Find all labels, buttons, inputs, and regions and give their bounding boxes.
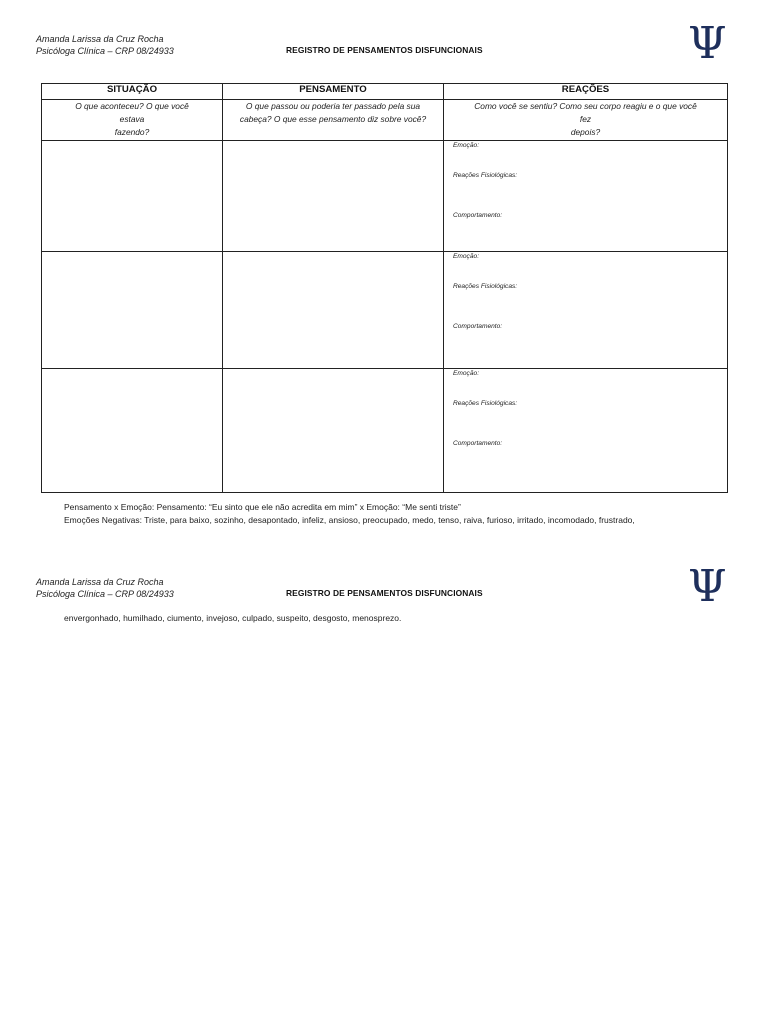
author-block xyxy=(36,576,174,600)
negative-emotions-list: Emoções Negativas: Triste, para baixo, sozinho, desapontado, infeliz, ansioso, preocupado, medo, tenso, raiva, furioso, irritado, incomodado, frustrado, xyxy=(64,515,635,525)
hint-line: O que passou ou poderia ter passado pela sua xyxy=(245,101,421,111)
negative-emotions-continuation: envergonhado, humilhado, ciumento, invejoso, culpado, suspeito, desgosto, menosprezo. xyxy=(64,613,402,623)
reacoes-fisiologicas-label: Reações Fisiológicas: xyxy=(453,283,518,290)
hint-line: O que aconteceu? O que você xyxy=(75,101,189,111)
hint-line: Como você se sentiu? Como seu corpo reagiu e o que você xyxy=(474,101,697,111)
pensamento-entry-cell[interactable] xyxy=(223,252,444,369)
document-title: REGISTRO DE PENSAMENTOS DISFUNCIONAIS xyxy=(286,588,483,598)
situacao-entry-cell[interactable] xyxy=(42,141,223,252)
column-header-reacoes: REAÇÕES xyxy=(444,84,728,100)
table-hint-row xyxy=(42,100,728,141)
pensamento-entry-cell[interactable] xyxy=(223,369,444,493)
author-role: Psicóloga Clínica – CRP 08/24933 xyxy=(36,46,174,56)
psi-logo-icon: Ψ xyxy=(688,18,727,69)
table-row xyxy=(42,141,728,252)
table-header-row xyxy=(42,84,728,100)
pensamento-entry-cell[interactable] xyxy=(223,141,444,252)
hint-line: fazendo? xyxy=(114,127,150,137)
situacao-entry-cell[interactable] xyxy=(42,369,223,493)
hint-pensamento xyxy=(223,100,444,141)
table-row xyxy=(42,369,728,493)
emocao-label: Emoção: xyxy=(453,370,480,377)
table-row xyxy=(42,252,728,369)
column-header-situacao: SITUAÇÃO xyxy=(42,84,223,100)
page-header xyxy=(0,18,768,82)
emocao-label: Emoção: xyxy=(453,142,480,149)
reacoes-fisiologicas-label: Reações Fisiológicas: xyxy=(453,172,518,179)
document-title: REGISTRO DE PENSAMENTOS DISFUNCIONAIS xyxy=(286,45,483,55)
author-block xyxy=(36,33,174,57)
hint-line: cabeça? O que esse pensamento diz sobre você? xyxy=(239,114,427,124)
hint-situacao xyxy=(42,100,223,141)
thought-emotion-example: Pensamento x Emoção: Pensamento: “Eu sinto que ele não acredita em mim” x Emoção: “Me senti triste” xyxy=(64,502,461,512)
thought-record-table xyxy=(41,83,728,493)
comportamento-label: Comportamento: xyxy=(453,440,503,447)
author-name: Amanda Larissa da Cruz Rocha xyxy=(36,577,164,587)
notes-block xyxy=(64,501,635,527)
reacoes-fisiologicas-label: Reações Fisiológicas: xyxy=(453,400,518,407)
psi-logo-icon: Ψ xyxy=(688,561,727,612)
author-name: Amanda Larissa da Cruz Rocha xyxy=(36,34,164,44)
hint-reacoes xyxy=(444,100,728,141)
hint-line: fez xyxy=(579,114,592,124)
reacoes-entry-cell[interactable] xyxy=(444,252,728,369)
emocao-label: Emoção: xyxy=(453,253,480,260)
author-role: Psicóloga Clínica – CRP 08/24933 xyxy=(36,589,174,599)
hint-line: estava xyxy=(119,114,145,124)
comportamento-label: Comportamento: xyxy=(453,323,503,330)
situacao-entry-cell[interactable] xyxy=(42,252,223,369)
hint-line: depois? xyxy=(570,127,601,137)
reacoes-entry-cell[interactable] xyxy=(444,369,728,493)
column-header-pensamento: PENSAMENTO xyxy=(223,84,444,100)
reacoes-entry-cell[interactable] xyxy=(444,141,728,252)
comportamento-label: Comportamento: xyxy=(453,212,503,219)
